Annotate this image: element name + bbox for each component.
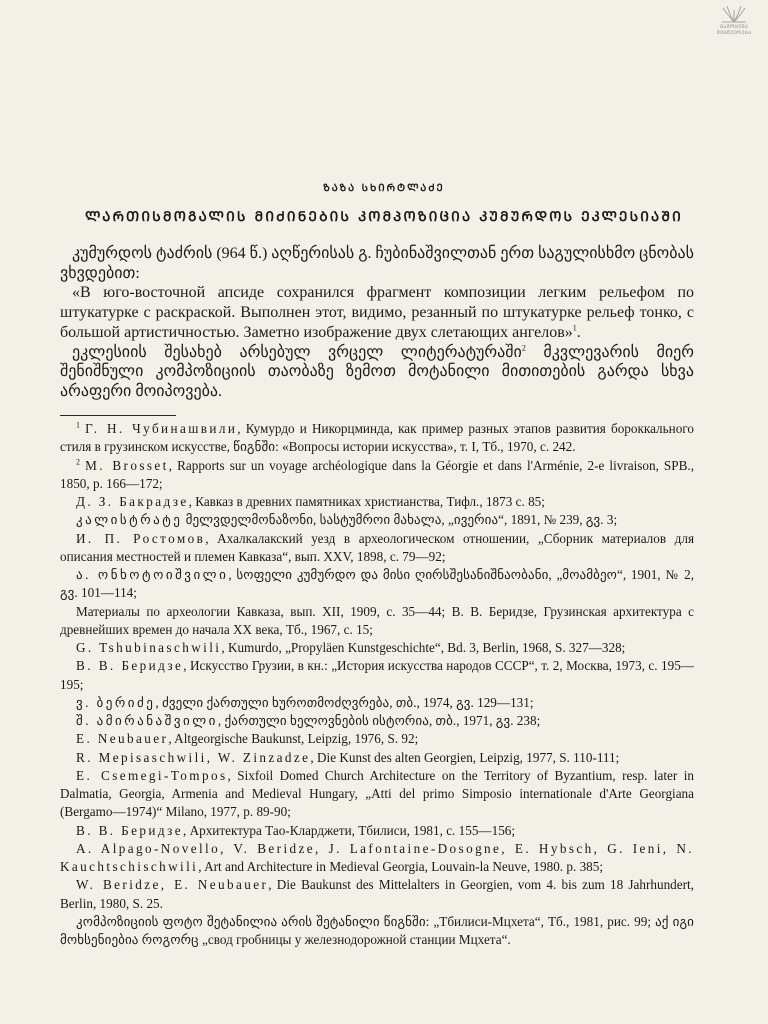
footnotes	[60, 420, 694, 949]
footnote	[60, 420, 694, 457]
footnote	[60, 694, 694, 712]
footnote-text: , Art and Architecture in Medieval Georgia, Louvain-la Neuve, 1980. p. 385;	[198, 859, 604, 874]
footnote-author: Д. З. Бакрадзе	[76, 494, 189, 509]
footnote-text: , Кавказ в древних памятниках христианства, Тифл., 1873 с. 85;	[188, 494, 545, 509]
footnote-text: Материалы по археологии Кавказа, вып. XII, 1909, с. 35—44; В. В. Беридзе, Грузинская архитектура с древнейших времен до начала XX века, Тб., 1967, с. 15;	[60, 603, 694, 637]
footnote-author: И. П. Ростомов	[76, 530, 206, 546]
footnote-text: , სოფელი კუმურდო და მისი ღირსშესანიშნაობანი, „მოამბეო“, 1901, № 2, გვ. 101—114;	[60, 567, 694, 601]
footnote	[60, 639, 694, 657]
footnote-text: , Kumurdo, „Propyläen Kunstgeschichte“, Bd. 3, Berlin, 1968, S. 327—328;	[221, 640, 626, 655]
footnote	[60, 603, 694, 640]
logo-text-line2: ᲛᲔᲪᲜᲘᲔᲠᲔᲑᲐ	[716, 30, 752, 36]
footnote-author: E. Csemegi-Tompos	[76, 767, 228, 783]
footnote-author: E. Neubauer	[76, 731, 169, 747]
footnote-text: , Die Baukunst des Mittelalters in Georgien, vom 4. bis zum 18 Jahrhundert, Berlin, 1980, S. 25.	[60, 877, 694, 911]
paragraph-3-end: მკვლევარის მიერ შენიშნული კომპოზიციის თაობაზე ზემოთ მოტანილი მითითების გარდა სხვა არაფერი მოიპოვება.	[60, 343, 694, 400]
footnote	[60, 457, 694, 494]
footnote-author: A. Alpago-Novello, V. Beridze, J. Lafontaine-Dosogne, E. Hybsch, G. Ieni, N. Kauchtschischwili	[60, 840, 694, 874]
footnote-ref-2: 2	[521, 343, 526, 353]
footnote	[60, 530, 694, 567]
paragraph-2: «В юго-восточной апсиде сохранился фрагмент композиции легким рельефом по штукатурке с раскраской. Выполнен этот, видимо, резанный по штукатурке рельеф тонко, с большой артистичностью. Заметно изображение двух слетающих ангелов»$^1$.	[60, 284, 694, 341]
footnote-text: , Sixfoil Domed Church Architecture on the Territory of Byzantium, resp. later in Dalmatia, Georgia, Armenia and Medieval Hungary, „Atti del primo Simposio internationale d'Arte Georgiana (Bergamo—1974)“ Milano, 1977, p. 89-90;	[60, 767, 695, 820]
footnote-text: , Die Kunst des alten Georgien, Leipzig, 1977, S. 110-111;	[310, 749, 620, 765]
footnote	[60, 493, 694, 511]
paragraph-1: კუმურდოს ტაძრის (964 წ.) აღწერისას გ. ჩუბინაშვილთან ერთ საგულისხმო ცნობას ვხვდებით:	[60, 245, 695, 282]
footnote-author: ა. ონხოტოიშვილი	[76, 567, 229, 582]
footnote-text: , Ахалкалакский уезд в археологическом отношении, „Сборник материалов для описания местностей и племен Кавказа“, вып. XXV, 1898, с. 79—92;	[60, 530, 695, 564]
footnote-text: , Архитектура Тао-Кларджети, Тбилиси, 1981, с. 155—156;	[183, 822, 516, 838]
footnote	[60, 749, 694, 767]
footnote-author: ვ. ბერიძე	[76, 694, 156, 710]
footnote-author: В. В. Беридзе	[76, 658, 184, 674]
library-logo	[712, 4, 756, 36]
footnote-ref-1: 1	[572, 323, 577, 333]
author-name: ᲖᲐᲖᲐ ᲡᲮᲘᲠᲢᲚᲐᲫᲔ	[323, 183, 445, 194]
footnote-text: , Rapports sur un voyage archéologique dans la Géorgie et dans l'Arménie, 2-e livraison, SPB., 1850, p. 166—172;	[60, 457, 694, 491]
footnote	[60, 822, 694, 840]
footnote	[60, 840, 694, 877]
footnote-text: კომპოზიციის ფოტო შეტანილია არის შეტანილი წიგნში: „Тбилиси-Мцхета“, Тб., 1981, рис. 99; აქ იგი მოხსენიებია როგორც „свод гробницы у железнодорожной станции Мцхета“.	[60, 913, 694, 947]
footnote	[60, 566, 694, 603]
footnote-mark: 2	[76, 457, 80, 467]
footnote	[60, 913, 694, 950]
article-body	[60, 244, 694, 402]
footnote-author: В. В. Беридзе	[76, 822, 183, 838]
footnote-author: G. Tshubinaschwili	[76, 640, 222, 655]
footnote-text: მელვდელმონაზონი, სასტუმროი მახალა, „ივერია“, 1891, № 239, გვ. 3;	[182, 512, 618, 528]
footnote	[60, 511, 694, 529]
footnote-author: R. Mepisaschwili, W. Zinzadze	[76, 749, 311, 765]
footnote-author: W. Beridze, E. Neubauer	[76, 877, 269, 893]
footnote	[60, 730, 694, 748]
footnote-text: , ძველი ქართული ხუროთმოძღვრება, თბ., 1974, გვ. 129—131;	[155, 694, 534, 710]
footnote-text: , Кумурдо и Никорцминда, как пример разных этапов развития бороккального стиля в грузинском искусстве, წიგნში: «Вопросы истории искусства», т. I, Тб., 1970, с. 242.	[60, 421, 694, 455]
book-logo-icon	[719, 4, 749, 24]
footnote-author: კალისტრატე	[76, 512, 183, 528]
footnote	[60, 657, 694, 694]
footnote	[60, 876, 694, 913]
quote-text: «В юго-восточной апсиде сохранился фрагмент композиции легким рельефом по штукатурке с раскраской. Выполнен этот, видимо, резанный по штукатурке рельеф тонко, с большой артистичностью. Заметно изображение двух слетающих ангелов»	[60, 284, 694, 341]
footnote-text: , ქართული ხელოვნების ისტორია, თბ., 1971, გვ. 238;	[217, 713, 541, 728]
footnote-author: Г. Н. Чубинашвили	[85, 421, 238, 436]
footnote-text: , Altgeorgische Baukunst, Leipzig, 1976, S. 92;	[168, 731, 419, 747]
paragraph-3	[60, 343, 694, 402]
footnote	[60, 712, 694, 730]
footnote	[60, 767, 694, 822]
logo-text-line1: ᲒᲐᲛᲝᲪᲔᲛᲐ	[719, 24, 749, 30]
footnote-text: , Искусство Грузии, в кн.: „История искусства народов СССР“, т. 2, Москва, 1973, с. 195—195;	[60, 658, 694, 692]
footnote-author: M. Brosset	[85, 457, 169, 473]
footnote-mark: 1	[76, 420, 80, 430]
footnote-author: შ. ამირანაშვილი	[76, 713, 218, 728]
paragraph-3-start: ეკლესიის შესახებ არსებულ ვრცელ ლიტერატურაში	[72, 343, 522, 361]
footnote-divider	[60, 415, 176, 416]
article-title: ᲚᲐᲠᲗᲘᲡᲛᲝᲒᲐᲚᲘᲡ ᲛᲘᲫᲘᲜᲔᲑᲘᲡ ᲙᲝᲛᲞᲝᲖᲘᲪᲘᲐ ᲙᲣᲛᲣᲠᲓᲝᲡ ᲔᲙᲚᲔᲡᲘᲐᲨᲘ	[85, 209, 683, 225]
